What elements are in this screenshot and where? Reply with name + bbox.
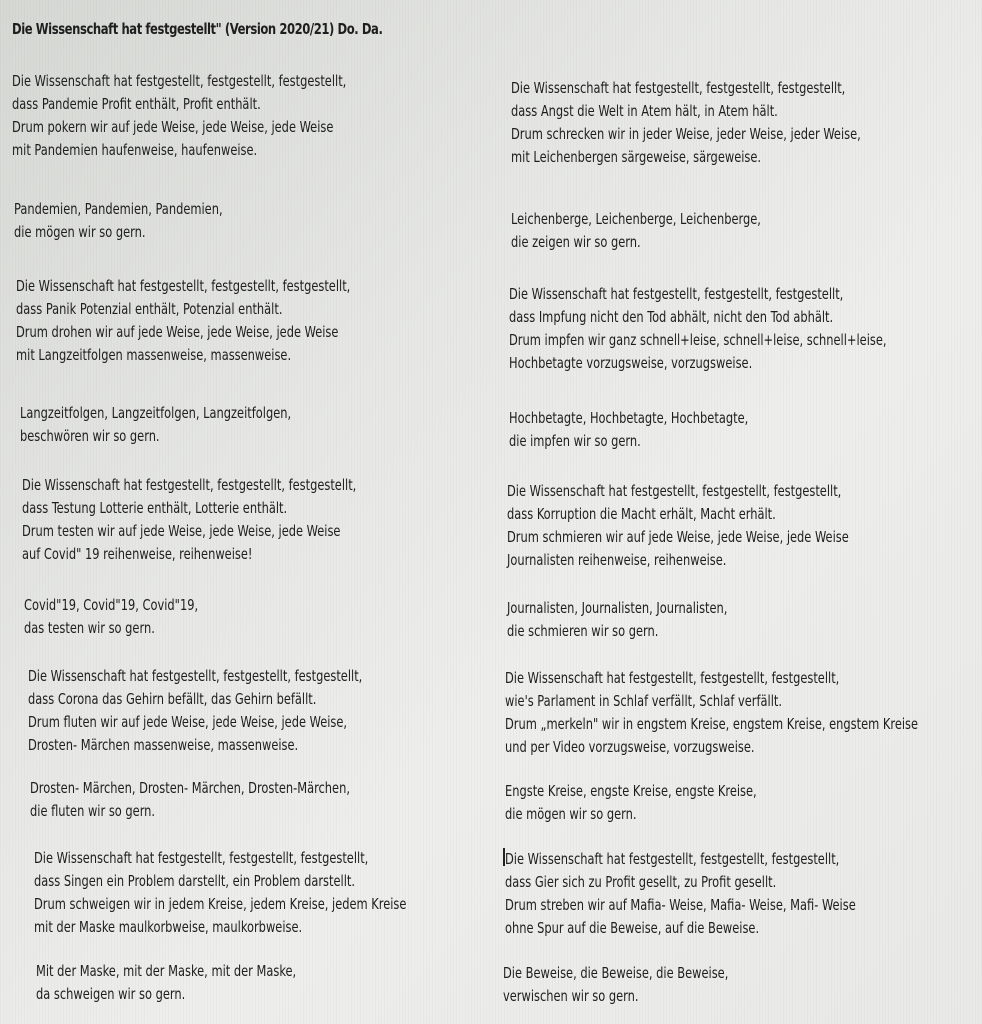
stanza — [509, 407, 748, 453]
refrain-line: die mögen wir so gern. — [14, 223, 146, 241]
refrain-line: Mit der Maske, mit der Maske, mit der Maske, — [36, 962, 297, 980]
refrain-line: verwischen wir so gern. — [503, 987, 639, 1005]
refrain-line: Pandemien, Pandemien, Pandemien, — [14, 200, 223, 218]
refrain-line: Covid"19, Covid"19, Covid"19, — [24, 596, 199, 614]
verse-line: Drum schweigen wir in jedem Kreise, jedem Kreise, jedem Kreise — [34, 895, 407, 913]
verse-line: dass Gier sich zu Profit gesellt, zu Profit gesellt. — [505, 873, 777, 891]
stanza — [24, 594, 198, 640]
verse-line: Drum schrecken wir in jeder Weise, jeder Weise, jeder Weise, — [511, 125, 861, 143]
verse-line: wie's Parlament in Schlaf verfällt, Schlaf verfällt. — [505, 692, 782, 710]
verse-line: Die Wissenschaft hat festgestellt, festgestellt, festgestellt, — [22, 476, 357, 494]
verse-line: Die Wissenschaft hat festgestellt, festgestellt, festgestellt, — [12, 72, 347, 90]
verse-line: dass Testung Lotterie enthält, Lotterie enthält. — [22, 499, 288, 517]
verse-line: Die Wissenschaft hat festgestellt, festgestellt, festgestellt, — [505, 850, 840, 868]
refrain-line: die zeigen wir so gern. — [511, 233, 641, 251]
refrain-line: die schmieren wir so gern. — [507, 622, 659, 640]
stanza — [505, 667, 918, 759]
refrain-line: Leichenberge, Leichenberge, Leichenberge, — [511, 210, 761, 228]
verse-line: Drum fluten wir auf jede Weise, jede Weise, jede Weise, — [28, 713, 348, 731]
verse-line: Drum drohen wir auf jede Weise, jede Weise, jede Weise — [16, 323, 339, 341]
stanza — [16, 275, 350, 367]
verse-line: auf Covid" 19 reihenweise, reihenweise! — [22, 545, 253, 563]
refrain-line: Langzeitfolgen, Langzeitfolgen, Langzeitfolgen, — [20, 404, 292, 422]
verse-line: mit Pandemien haufenweise, haufenweise. — [12, 141, 258, 159]
stanza — [36, 960, 296, 1006]
refrain-line: Hochbetagte, Hochbetagte, Hochbetagte, — [509, 409, 749, 427]
verse-line: dass Impfung nicht den Tod abhält, nicht den Tod abhält. — [509, 308, 834, 326]
verse-line: Die Wissenschaft hat festgestellt, festgestellt, festgestellt, — [16, 277, 351, 295]
verse-line: Drum impfen wir ganz schnell+leise, schnell+leise, schnell+leise, — [509, 331, 887, 349]
verse-line: dass Singen ein Problem darstellt, ein Problem darstellt. — [34, 872, 355, 890]
refrain-line: das testen wir so gern. — [24, 619, 155, 637]
refrain-line: die fluten wir so gern. — [30, 802, 156, 820]
verse-line: Drum streben wir auf Mafia- Weise, Mafia- Weise, Mafi- Weise — [505, 896, 856, 914]
stanza — [507, 480, 849, 572]
stanza — [509, 283, 887, 375]
verse-line: ohne Spur auf die Beweise, auf die Beweise. — [505, 919, 760, 937]
stanza — [505, 780, 757, 826]
refrain-line: die impfen wir so gern. — [509, 432, 641, 450]
refrain-line: die mögen wir so gern. — [505, 805, 637, 823]
verse-line: Drosten- Märchen massenweise, massenweise. — [28, 736, 299, 754]
verse-line: mit Leichenbergen särgeweise, särgeweise. — [511, 148, 762, 166]
refrain-line: Engste Kreise, engste Kreise, engste Kreise, — [505, 782, 757, 800]
stanza — [511, 77, 861, 169]
stanza — [30, 777, 350, 823]
verse-line: dass Pandemie Profit enthält, Profit enthält. — [12, 95, 261, 113]
verse-line: Die Wissenschaft hat festgestellt, festgestellt, festgestellt, — [505, 669, 840, 687]
stanza — [20, 402, 291, 448]
stanza — [511, 208, 761, 254]
verse-line: mit der Maske maulkorbweise, maulkorbweise. — [34, 918, 303, 936]
stanza — [34, 847, 406, 939]
stanza — [14, 198, 223, 244]
verse-line: Die Wissenschaft hat festgestellt, festgestellt, festgestellt, — [509, 285, 844, 303]
stanza — [22, 474, 356, 566]
verse-line: Die Wissenschaft hat festgestellt, festgestellt, festgestellt, — [28, 667, 363, 685]
stanza — [12, 70, 346, 162]
verse-line: Die Wissenschaft hat festgestellt, festgestellt, festgestellt, — [507, 482, 842, 500]
stanza — [505, 848, 856, 940]
refrain-line: beschwören wir so gern. — [20, 427, 160, 445]
verse-line: Drum „merkeln" wir in engstem Kreise, engstem Kreise, engstem Kreise — [505, 715, 919, 733]
verse-line: und per Video vorzugsweise, vorzugsweise. — [505, 738, 755, 756]
refrain-line: Drosten- Märchen, Drosten- Märchen, Drosten-Märchen, — [30, 779, 350, 797]
stanza — [28, 665, 362, 757]
verse-line: dass Angst die Welt in Atem hält, in Atem hält. — [511, 102, 778, 120]
text-cursor — [503, 848, 505, 866]
verse-line: Journalisten reihenweise, reihenweise. — [507, 551, 727, 569]
document-title: Die Wissenschaft hat festgestellt" (Version 2020/21) Do. Da. — [12, 20, 383, 38]
verse-line: dass Korruption die Macht erhält, Macht erhält. — [507, 505, 776, 523]
stanza — [503, 962, 728, 1008]
verse-line: Die Wissenschaft hat festgestellt, festgestellt, festgestellt, — [34, 849, 369, 867]
verse-line: dass Panik Potenzial enthält, Potenzial enthält. — [16, 300, 283, 318]
stanza — [507, 597, 727, 643]
verse-line: Die Wissenschaft hat festgestellt, festgestellt, festgestellt, — [511, 79, 846, 97]
verse-line: dass Corona das Gehirn befällt, das Gehirn befällt. — [28, 690, 317, 708]
refrain-line: da schweigen wir so gern. — [36, 985, 186, 1003]
refrain-line: Die Beweise, die Beweise, die Beweise, — [503, 964, 729, 982]
verse-line: Drum schmieren wir auf jede Weise, jede Weise, jede Weise — [507, 528, 849, 546]
verse-line: Drum testen wir auf jede Weise, jede Weise, jede Weise — [22, 522, 341, 540]
verse-line: Drum pokern wir auf jede Weise, jede Weise, jede Weise — [12, 118, 334, 136]
verse-line: mit Langzeitfolgen massenweise, massenweise. — [16, 346, 292, 364]
refrain-line: Journalisten, Journalisten, Journalisten, — [507, 599, 728, 617]
verse-line: Hochbetagte vorzugsweise, vorzugsweise. — [509, 354, 753, 372]
